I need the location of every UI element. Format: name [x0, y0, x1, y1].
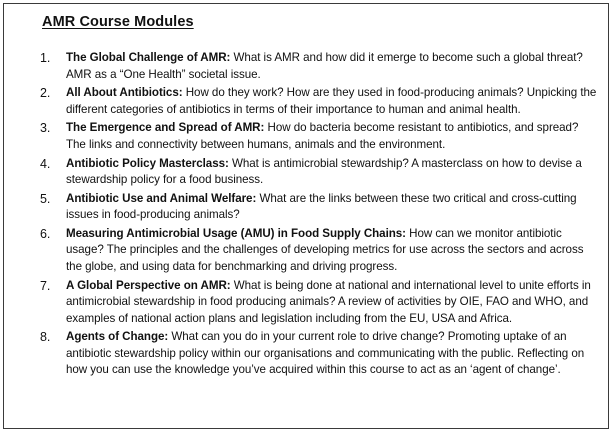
- module-number: 1.: [40, 51, 51, 65]
- module-title: The Emergence and Spread of AMR:: [66, 121, 268, 135]
- module-item-6: [40, 226, 600, 276]
- module-description: What is AMR and how did it emerge to become such a global threat? AMR as a “One Health” societal issue.: [66, 51, 583, 81]
- module-item-7: [40, 278, 600, 328]
- module-description: How do they work? How are they used in food-producing animals? Unpicking the different categories of antibiotics in terms of their importance to human and animal health.: [66, 86, 597, 116]
- module-title: The Global Challenge of AMR:: [66, 51, 234, 64]
- module-number: 4.: [40, 156, 51, 171]
- module-number: 2.: [40, 86, 51, 101]
- module-item-4: [40, 156, 600, 189]
- module-title: Antibiotic Policy Masterclass:: [66, 156, 232, 170]
- document-frame: [3, 3, 609, 429]
- module-number: 8.: [40, 330, 51, 345]
- module-title: Agents of Change:: [66, 330, 172, 344]
- module-list: [40, 50, 600, 381]
- module-title: A Global Perspective on AMR:: [66, 278, 234, 292]
- module-title: All About Antibiotics:: [66, 86, 186, 100]
- module-description: What can you do in your current role to drive change? Promoting uptake of an antibiotic stewardship policy within our organisations and communicating with the public. Reflecting on how you can use the knowledge you’ve acquired within this course to act as an ‘agent of change’.: [66, 330, 585, 377]
- module-item-3: [40, 120, 600, 153]
- module-title: Antibiotic Use and Animal Welfare:: [66, 191, 260, 205]
- module-item-2: [40, 85, 600, 118]
- page-title: AMR Course Modules: [42, 14, 194, 30]
- module-number: 5.: [40, 191, 51, 206]
- module-description: What is being done at national and international level to unite efforts in antimicrobial stewardship in food producing animals? A review of activities by OIE, FAO and WHO, and examples of national action plans and legislation including from the EU, USA and Africa.: [66, 278, 591, 325]
- module-description: What are the links between these two critical and cross-cutting issues in food-producing animals?: [66, 191, 577, 222]
- module-number: 3.: [40, 121, 51, 136]
- module-number: 6.: [40, 226, 51, 241]
- module-title: Measuring Antimicrobial Usage (AMU) in Food Supply Chains:: [66, 226, 410, 240]
- module-description: What is antimicrobial stewardship? A masterclass on how to devise a stewardship policy for a food business.: [66, 156, 582, 187]
- module-item-5: [40, 191, 600, 224]
- module-number: 7.: [40, 278, 51, 293]
- module-item-1: [40, 50, 600, 83]
- module-item-8: [40, 329, 600, 379]
- module-description: How can we monitor antibiotic usage? The principles and the challenges of developing metrics for use across the sectors and across the globe, and using data for benchmarking and driving progress.: [66, 226, 584, 273]
- module-description: How do bacteria become resistant to antibiotics, and spread? The links and connectivity between humans, animals and the environment.: [66, 121, 579, 151]
